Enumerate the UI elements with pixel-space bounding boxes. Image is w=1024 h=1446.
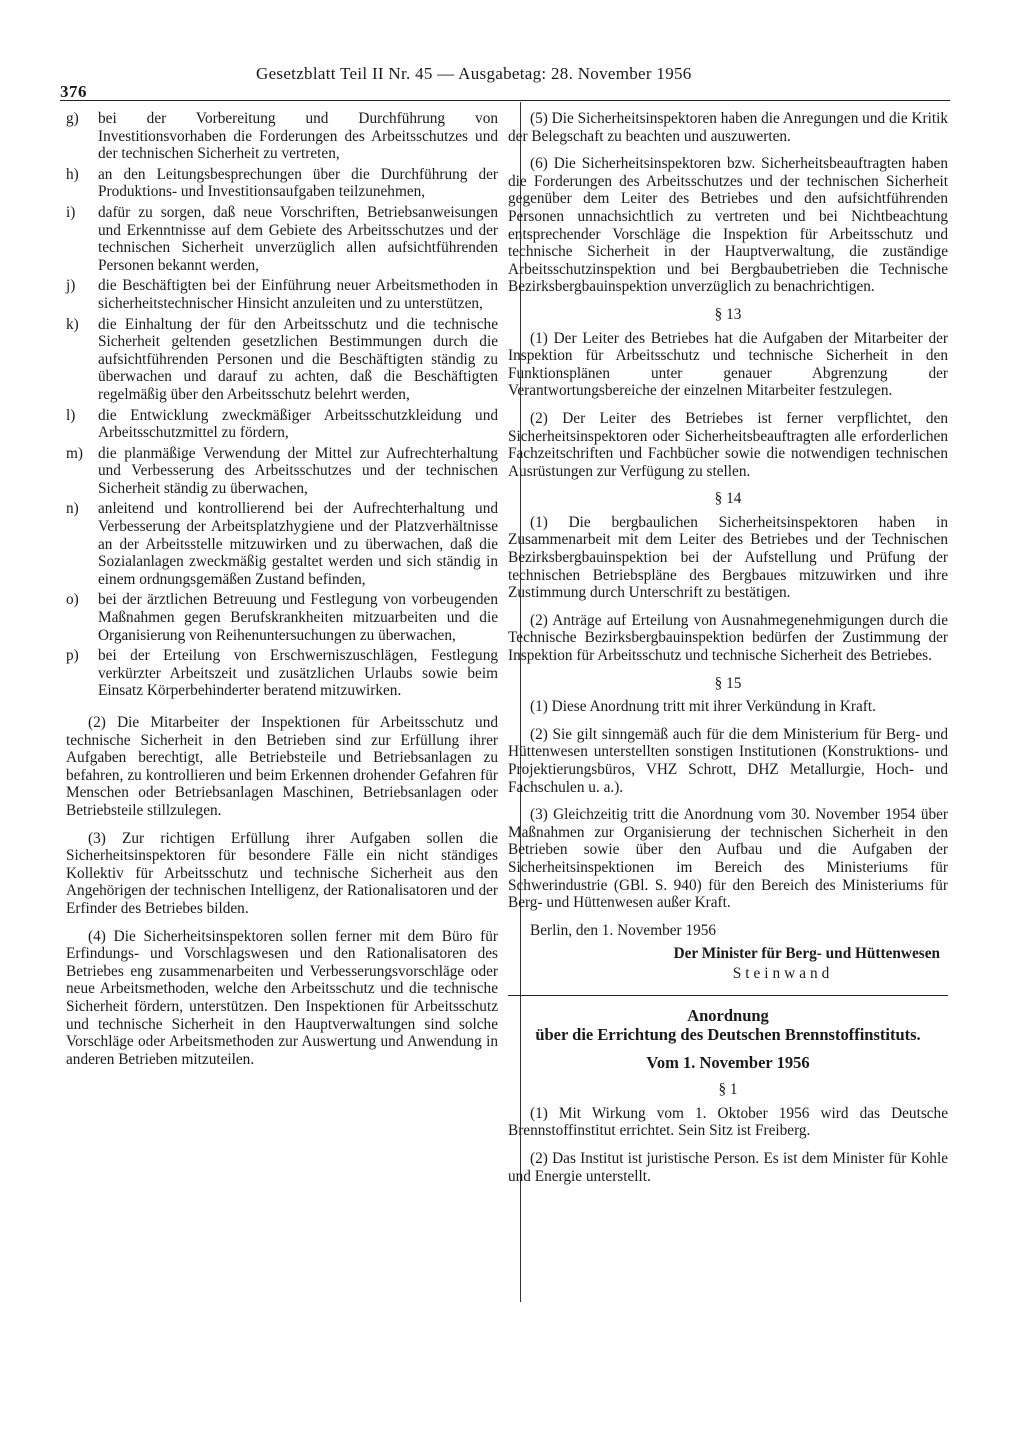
paragraph: (6) Die Sicherheitsinspektoren bzw. Sicherheitsbeauftragten haben die Forderungen des Arbeitsschutzes und der technischen Sicherheit gegenüber dem Leiter des Betriebes und den aufsichtführenden Personen unnachsichtlich zu vertreten und bei Nichtbeachtung entsprechender Vorschläge die Inspektion für Arbeitsschutz und technische Sicherheit in der Hauptverwaltung, die zuständige Arbeitsschutzinspektion und bei Bergbaubetrieben die Technische Bezirksbergbauinspektion unverzüglich zu benachrichtigen. xyxy=(508,155,948,296)
right-column xyxy=(508,110,948,1195)
paragraph: (4) Die Sicherheitsinspektoren sollen ferner mit dem Büro für Erfindungs- und Vorschlagswesen und den Rationalisatoren des Betriebes eng zusammenarbeiten und Verbesserungsvorschläge oder neue Arbeitsmethoden, welche den Arbeitsschutz und die technische Sicherheit fördern, unterstützen. Den Inspektionen für Arbeitsschutz und technische Sicherheit in den Hauptverwaltungen sind solche Vorschläge oder Arbeitsmethoden zur Auswertung und Anwendung in anderen Betrieben mitzuteilen. xyxy=(66,927,498,1068)
list-item-label: i) xyxy=(66,203,76,221)
list-item xyxy=(66,500,498,588)
place-date: Berlin, den 1. November 1956 xyxy=(530,921,717,939)
list-item-text: anleitend und kontrollierend bei der Aufrechterhaltung und Verbesserung der Arbeitsplatzhygiene und der Platzverhältnisse an der Arbeitsstelle mitzuwirken und zu überwachen, daß die Sozialanlagen zweckmäßig gestaltet werden und sich ständig in einem ordnungsgemäßen Zustand befinden, xyxy=(98,500,498,588)
paragraph: (3) Gleichzeitig tritt die Anordnung vom 30. November 1954 über Maßnahmen zur Organisierung der technischen Sicherheit in den Betrieben sowie über den Aufbau und die Aufgaben der Sicherheitsinspektionen im Bereich des Ministeriums für Schwerindustrie (GBl. S. 940) für den Bereich des Ministeriums für Berg- und Hüttenwesen außer Kraft. xyxy=(508,806,948,912)
paragraph: (2) Der Leiter des Betriebes ist ferner verpflichtet, den Sicherheitsinspektoren oder Sicherheitsbeauftragten alle erforderlichen Fachzeitschriften und Fachbücher sowie die notwendigen technischen Ausrüstungen zur Verfügung zu stellen. xyxy=(508,409,948,480)
signer-title: Der Minister für Berg- und Hüttenwesen xyxy=(673,945,940,963)
section-divider xyxy=(508,995,948,996)
list-item-label: k) xyxy=(66,315,79,333)
list-item xyxy=(66,277,498,312)
list-item-label: m) xyxy=(66,444,83,462)
list-item-label: l) xyxy=(66,406,76,424)
section-heading: § 15 xyxy=(714,674,742,692)
ordinance-date: Vom 1. November 1956 xyxy=(646,1052,810,1072)
paragraph: (2) Die Mitarbeiter der Inspektionen für Arbeitsschutz und technische Sicherheit in den Betrieben sind zur Erfüllung ihrer Aufgaben berechtigt, alle Betriebsteile und Betriebsanlagen zu befahren, zu kontrollieren und beim Erkennen drohender Gefahren für Menschen oder Betriebsanlagen Maschinen, Betriebsanlagen oder Betriebsteile stillzulegen. xyxy=(66,714,498,819)
list-item-text: die Beschäftigten bei der Einführung neuer Arbeitsmethoden in sicherheitstechnischer Hinsicht anzuleiten und zu unterstützen, xyxy=(98,277,498,312)
list-item-text: bei der ärztlichen Betreuung und Festlegung von vorbeugenden Maßnahmen gegen Berufskrankheiten mitzuarbeiten und die Organisierung von Reihenuntersuchungen zu überwachen, xyxy=(98,591,498,644)
list-item-text: dafür zu sorgen, daß neue Vorschriften, Betriebsanweisungen und Erkenntnisse auf dem Gebiete des Arbeitsschutzes und der technischen Sicherheit unverzüglich allen aufsichtführenden Personen bekannt werden, xyxy=(98,203,498,274)
ordinance-title-line: über die Errichtung des Deutschen Brennstoffinstituts. xyxy=(535,1024,921,1044)
header-rule xyxy=(60,100,950,101)
list-item-text: an den Leitungsbesprechungen über die Durchführung der Produktions- und Investitionsaufgaben teilzunehmen, xyxy=(98,165,498,201)
list-item-label: j) xyxy=(66,277,76,295)
list-item xyxy=(66,647,498,700)
list-item xyxy=(66,591,498,644)
list-item-label: g) xyxy=(66,110,79,127)
list-item xyxy=(66,407,498,442)
list-item xyxy=(66,316,498,404)
paragraph: (3) Zur richtigen Erfüllung ihrer Aufgaben sollen die Sicherheitsinspektoren für besondere Fälle ein nicht ständiges Kollektiv für Arbeitsschutz und technische Sicherheit aus den Angehörigen der technischen Intelligenz, der Rationalisatoren und der Erfinder des Betriebes bilden. xyxy=(66,829,498,917)
left-column xyxy=(66,110,498,1078)
paragraph: (5) Die Sicherheitsinspektoren haben die Anregungen und die Kritik der Belegschaft zu beachten und auszuwerten. xyxy=(508,110,949,145)
paragraph: (1) Mit Wirkung vom 1. Oktober 1956 wird das Deutsche Brennstoffinstitut errichtet. Sein Sitz ist Freiberg. xyxy=(508,1104,948,1140)
list-item-text: die planmäßige Verwendung der Mittel zur Aufrechterhaltung und Verbesserung des Arbeitsschutzes und der technischen Sicherheit ständig zu überwachen, xyxy=(98,444,498,497)
ordinance-title-line: Anordnung xyxy=(687,1005,769,1025)
signer-name: Steinwand xyxy=(732,964,834,982)
paragraph: (1) Diese Anordnung tritt mit ihrer Verkündung in Kraft. xyxy=(530,698,876,716)
paragraph: (2) Anträge auf Erteilung von Ausnahmegenehmigungen durch die Technische Bezirksbergbauinspektion bedürfen der Zustimmung der Inspektion für Arbeitsschutz und technische Sicherheit des Betriebes. xyxy=(508,611,948,665)
ordinance-title xyxy=(508,1006,948,1044)
running-header: Gesetzblatt Teil II Nr. 45 — Ausgabetag: 28. November 1956 xyxy=(256,64,692,83)
list-item-text: bei der Vorbereitung und Durchführung von Investitionsvorhaben die Forderungen des Arbeitsschutzes und der technischen Sicherheit zu vertreten, xyxy=(98,110,498,163)
list-item-label: p) xyxy=(66,647,79,665)
paragraph: (1) Der Leiter des Betriebes hat die Aufgaben der Mitarbeiter der Inspektion für Arbeitsschutz und technische Sicherheit in den Funktionsplänen unter genauer Abgrenzung der Verantwortungsbereiche der einzelnen Mitarbeiter festzulegen. xyxy=(508,329,948,400)
list-item xyxy=(66,166,498,201)
list-item xyxy=(66,204,498,274)
page-number: 376 xyxy=(60,82,87,101)
list-item xyxy=(66,445,498,498)
list-item-label: h) xyxy=(66,165,79,183)
section-heading: § 1 xyxy=(718,1081,738,1099)
list-item-label: o) xyxy=(66,591,79,609)
list-item xyxy=(66,110,498,163)
section-heading: § 14 xyxy=(714,490,742,508)
paragraph: (1) Die bergbaulichen Sicherheitsinspektoren haben in Zusammenarbeit mit dem Leiter des Betriebes und der Technischen Bezirksbergbauinspektion bei der Aufstellung und Prüfung der technischen Betriebspläne des Bergbaues mitzuwirken und ihre Zustimmung durch Unterschrift zu bestätigen. xyxy=(508,513,948,602)
paragraph: (2) Sie gilt sinngemäß auch für die dem Ministerium für Berg- und Hüttenwesen unterstellten sonstigen Institutionen (Konstruktions- und Projektierungsbüros, VHZ Schrott, DHZ Metallurgie, Hoch- und Fachschulen u. a.). xyxy=(508,725,948,796)
list-item-text: die Entwicklung zweckmäßiger Arbeitsschutzkleidung und Arbeitsschutzmittel zu fördern, xyxy=(98,406,498,442)
section-heading: § 13 xyxy=(714,305,742,323)
list-item-text: die Einhaltung der für den Arbeitsschutz und die technische Sicherheit geltenden gesetzlichen Bestimmungen durch die aufsichtführenden Personen und die Beschäftigten ständig zu überwachen und darauf zu achten, daß die Beschäftigten regelmäßig über den Arbeitsschutz belehrt werden, xyxy=(98,315,498,403)
list-item-label: n) xyxy=(66,500,79,518)
list-item-text: bei der Erteilung von Erschwerniszuschlägen, Festlegung verkürzter Arbeitszeit und zusätzlichen Urlaubs sowie beim Einsatz Körperbehinderter beratend mitzuwirken. xyxy=(98,647,498,700)
paragraph: (2) Das Institut ist juristische Person. Es ist dem Minister für Kohle und Energie unterstellt. xyxy=(508,1149,948,1185)
